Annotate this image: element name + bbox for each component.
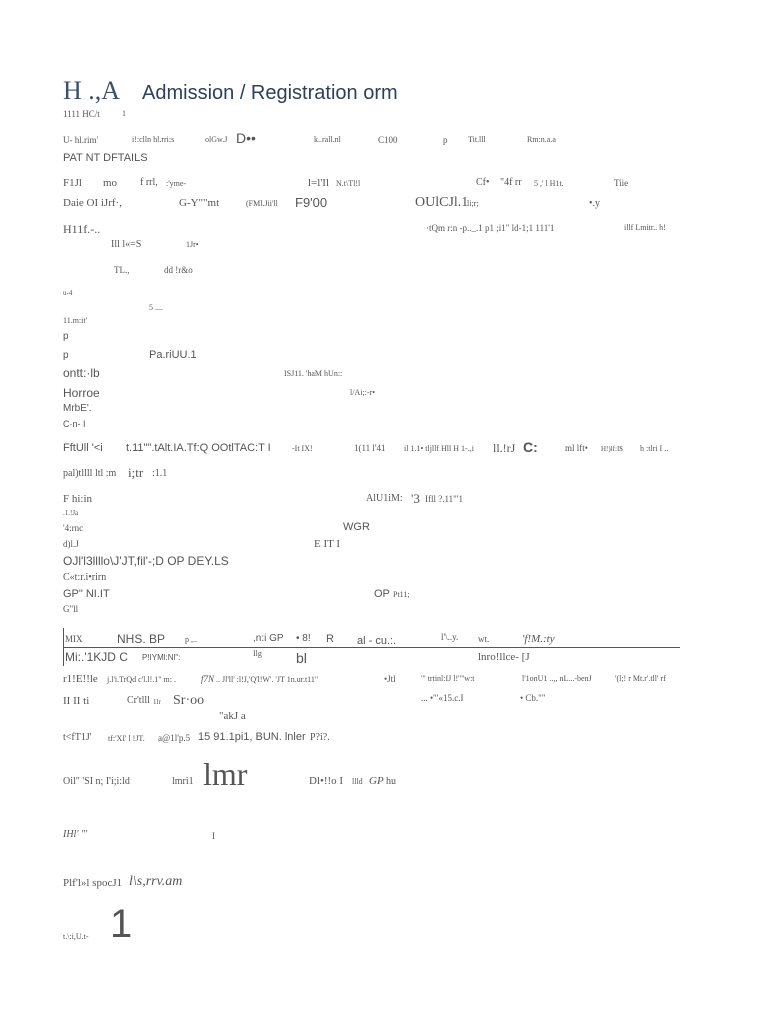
field-label: mo: [103, 177, 118, 189]
table-cell: NHS. BP: [117, 632, 166, 646]
field-label: '4:rnc: [63, 523, 84, 533]
field-label: U- hl.rim': [63, 135, 99, 145]
field-label: hu: [386, 776, 396, 787]
field-label: olGw.J: [205, 135, 228, 144]
field-label: pal)tllll ltl :m: [63, 468, 117, 479]
field-label: Plf'l»l spocJ1: [63, 877, 123, 889]
field-label: l/Ai;:-r•: [350, 388, 376, 397]
field-label: r1!E!!le: [63, 673, 98, 685]
field-label: '3: [411, 491, 420, 506]
table-cell: Mi:.'1KJD C: [65, 650, 128, 664]
field-label: lmr: [203, 756, 248, 792]
field-label: MrbE'.: [63, 403, 92, 414]
field-label: llld: [352, 777, 363, 786]
field-label: ontt:·lb: [63, 366, 100, 380]
section-heading: OJl'l3llllo\J'JT,fil'-;D OP DEY.LS: [63, 554, 229, 568]
table-cell: • 8!: [296, 633, 311, 644]
field-label: .. Jl'll' :l!J,'Q'l!W'. 'JT 1n.ur.t11": [216, 675, 319, 684]
field-label: Tiie: [614, 178, 629, 188]
field-label: p: [63, 331, 69, 342]
field-label: j.l'i.TrQd c'l.l!.1" m: .: [107, 675, 176, 684]
field-label: OP: [374, 588, 390, 600]
field-label: d)l.J: [63, 539, 79, 549]
field-label: p: [63, 350, 69, 361]
field-label: II II ti: [63, 695, 90, 707]
section-heading: t.11"".tAlt.IA.Tf:Q OOtlTAC:T I: [126, 442, 271, 454]
field-label: lmri1: [172, 776, 194, 787]
field-label: C100: [378, 135, 398, 145]
field-label: l=l'Il: [308, 177, 330, 189]
table-cell: p ,..: [185, 635, 197, 644]
table-cell: MIX: [65, 634, 83, 644]
field-label: Pa.riUU.1: [149, 349, 197, 361]
field-label: C«t:r.i•rirn: [63, 572, 107, 583]
field-label: i;tr: [128, 465, 144, 480]
field-label: • Cb."": [520, 693, 546, 703]
field-label: dd !r&o: [164, 265, 193, 275]
field-label: P?i?.: [310, 732, 330, 743]
table-cell: P!IYMl:Nl":: [142, 653, 181, 662]
field-label: H11f.-..: [63, 222, 101, 236]
field-label: Ill l«=S: [111, 239, 142, 250]
field-label: "4f rr: [500, 177, 522, 188]
field-label: a@1l'p.5: [158, 733, 191, 743]
field-label: illf Lmitr.. h!: [624, 223, 666, 232]
field-label: Cr'tlll: [127, 695, 150, 706]
field-label: u-4: [63, 289, 73, 297]
table-cell: 'f!M.:ty: [522, 633, 555, 645]
field-label: GP" NI.IT: [63, 588, 110, 600]
field-label: f rrl,: [140, 177, 158, 188]
field-label: Daie OI iJrf·,: [63, 197, 122, 209]
field-label: GP: [369, 775, 384, 787]
field-label: I: [212, 831, 215, 841]
field-label: l'1onU1 ..,, nL...-benJ: [522, 674, 592, 683]
field-label: Ifll ?.11"'1: [425, 494, 463, 504]
form-title: Admission / Registration orm: [142, 82, 398, 104]
field-label: WGR: [343, 521, 370, 533]
field-label: Oil" 'SI n; I'i;i:ld: [63, 776, 130, 787]
field-label: ml lft•: [565, 443, 588, 453]
field-label: i!:clln hl.rri:s: [132, 135, 175, 144]
field-label: Pt11;: [393, 590, 410, 599]
field-label: k..rall.nl: [314, 135, 341, 144]
field-label: H!)lf:I$: [601, 445, 623, 453]
field-label: E IT I: [314, 538, 341, 550]
table-cell: R: [326, 633, 334, 645]
field-label: .1.!Ja: [63, 509, 79, 517]
field-label: •Jtl: [384, 674, 396, 684]
field-label: p: [443, 135, 448, 145]
field-label: (FMl.Jii'll: [246, 199, 278, 208]
field-label: l\s,rrv.am: [129, 874, 183, 889]
field-label: Sr·oo: [173, 693, 205, 708]
field-label: Dl•!!o I: [309, 775, 344, 787]
field-label: Tit.lll: [468, 135, 486, 144]
field-label: 1lr: [153, 698, 161, 706]
field-value: F9'00: [295, 195, 328, 210]
form-logo: H .,A: [63, 76, 121, 105]
field-label: G"ll: [63, 604, 79, 614]
field-label: 11.m:it': [63, 316, 88, 325]
field-label: AlU1iM:: [366, 493, 403, 504]
field-label: '" trtinl:IJ l!'"'w:t: [421, 674, 475, 683]
field-label: -It IX!: [292, 444, 313, 453]
field-label: f7N: [201, 674, 215, 684]
field-label: ... •'"«15.c.I: [421, 693, 464, 703]
table-cell: ,n:i GP: [253, 633, 284, 644]
section-heading-patient-details: PAT NT DFTAILS: [63, 152, 148, 164]
field-label: "akJ a: [219, 710, 246, 722]
section-heading: FftUll '<i: [63, 442, 103, 454]
header-subtext: 1111 HC/t: [63, 109, 100, 119]
table-cell: Ilg: [253, 649, 262, 658]
field-label: 1Jr•: [186, 240, 199, 249]
field-label: :'yme-: [166, 179, 187, 188]
field-label: •.y: [589, 198, 601, 209]
field-label: il 1.1• tljllf Hll H 1-.,i: [404, 444, 474, 453]
field-label: ll.!rJ: [493, 441, 516, 455]
footer-label: t.\:i,U.t-: [63, 932, 89, 941]
field-label: h :tlri I ..: [640, 444, 669, 453]
field-label: ·tQm r:n -p.._.1 p1 ;i1" ld-1;1 111'1: [426, 223, 555, 233]
field-label: 5 ....: [149, 303, 163, 312]
field-label: C:: [523, 439, 538, 455]
field-label: t<fT1J': [63, 732, 92, 743]
field-label: N.t\Tl!l: [336, 179, 361, 188]
table-row-divider: [63, 647, 680, 648]
field-label: 15 91.1pi1, BUN. lnler: [198, 731, 306, 743]
field-label: G-Y""mt: [179, 197, 220, 209]
field-label: ISJ11. 'haM hUn::: [284, 369, 343, 378]
field-label: Rm:n.a.a: [527, 135, 556, 144]
field-label: 5 ,' l H1t.: [534, 179, 564, 188]
table-cell: bl: [296, 650, 307, 666]
field-value: D••: [236, 130, 256, 146]
field-label: 1(11 l'41: [354, 443, 386, 453]
table-cell: wt.: [478, 634, 490, 644]
table-cell: lnro!llce- [J: [478, 651, 530, 663]
field-label: C·n- I: [63, 419, 86, 429]
field-label: li;r;: [467, 199, 479, 208]
field-label: IHl' "': [63, 829, 88, 840]
table-cell: al - cu.:.: [357, 635, 397, 647]
field-label: Horroe: [63, 386, 100, 400]
field-label: TL.,: [114, 265, 130, 275]
field-label: '(l;! r Mt.r'.tll' rf: [615, 674, 666, 683]
page-number: 1: [110, 902, 133, 946]
header-mark: 1: [122, 109, 126, 118]
field-label: :1.1: [152, 468, 168, 479]
field-label: Cf•: [476, 177, 490, 188]
field-label: OUlCJl.1: [415, 195, 469, 210]
table-cell: l'\..y.: [441, 632, 459, 642]
field-label: tf:'XI' l !JT.: [108, 734, 145, 743]
field-label: F1Jl: [63, 177, 82, 189]
field-label: F hi:in: [63, 493, 93, 505]
